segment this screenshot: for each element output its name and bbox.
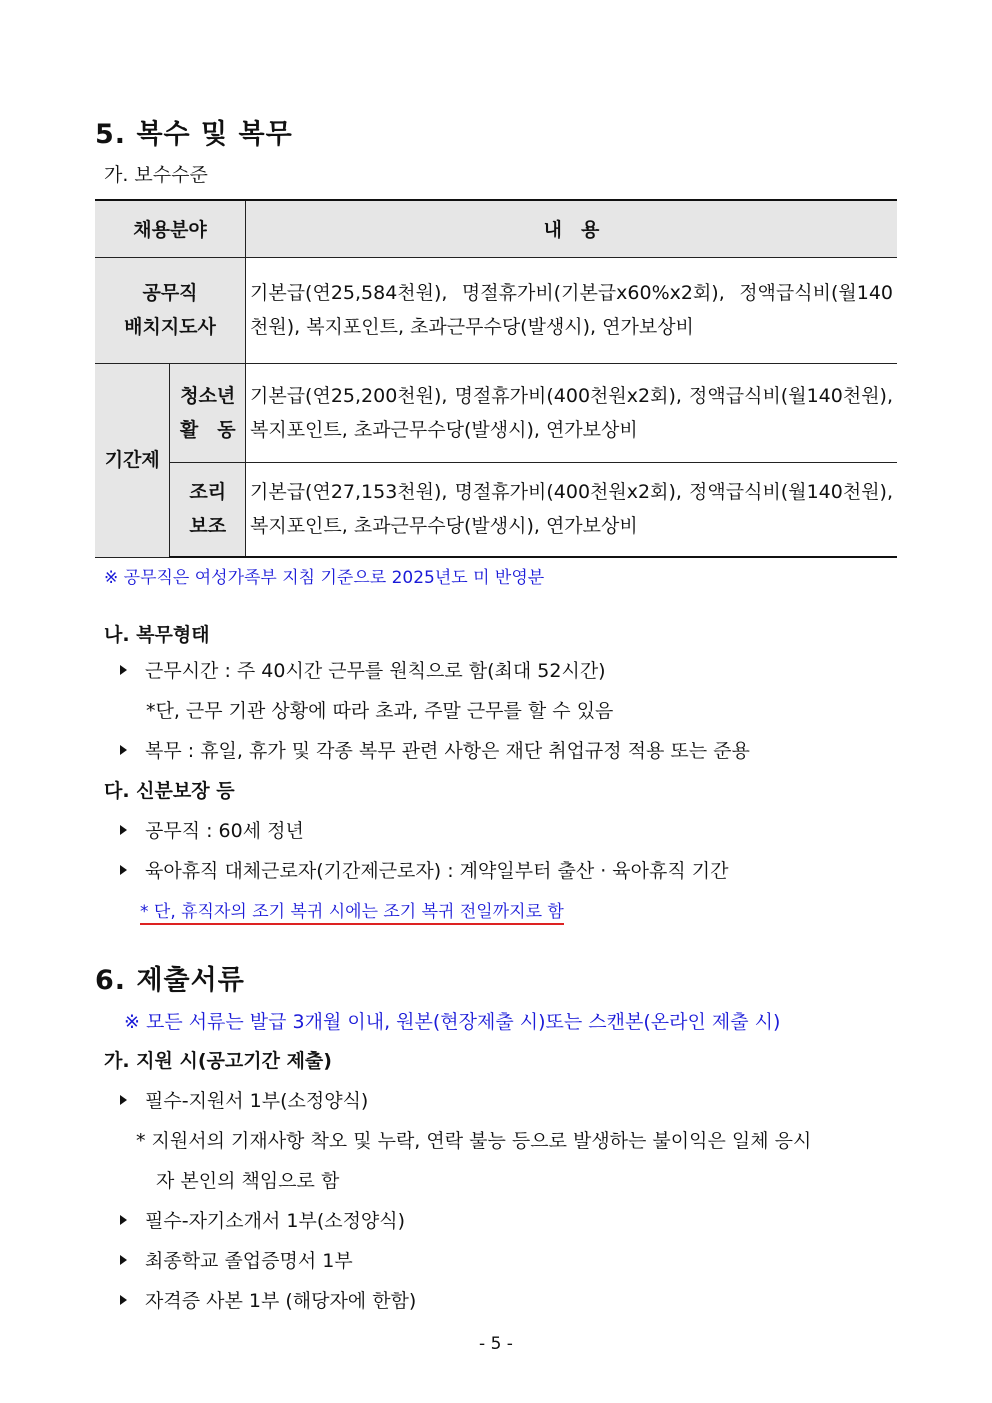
content-cell: 기본급(연25,584천원), 명절휴가비(기본급x60%x2회), 정액급식비(월140천원), 복지포인트, 초과근무수당(발생시), 연가보상비 xyxy=(246,257,898,363)
list-item xyxy=(120,816,304,843)
list-item xyxy=(120,1206,405,1233)
list-item-text: 복무 : 휴일, 휴가 및 각종 복무 관련 사항은 재단 취업규정 적용 또는 준용 xyxy=(145,740,750,762)
pay-level-heading: 가. 보수수준 xyxy=(104,164,208,186)
list-note: *단, 근무 기관 상황에 따라 초과, 주말 근무를 할 수 있음 xyxy=(146,700,614,722)
category-cell xyxy=(170,363,246,462)
content-cell: 기본급(연25,200천원), 명절휴가비(400천원x2회), 정액급식비(월140천원), 복지포인트, 초과근무수당(발생시), 연가보상비 xyxy=(246,363,898,462)
early-return-note xyxy=(140,897,564,922)
bullet-icon xyxy=(120,665,127,675)
category-line: 공무직 xyxy=(142,282,198,304)
work-type-heading: 나. 복무형태 xyxy=(104,624,210,646)
category-line: 조리 xyxy=(189,481,227,504)
bullet-icon xyxy=(120,865,127,875)
bullet-icon xyxy=(120,825,127,835)
category-line: 배치지도사 xyxy=(124,316,216,338)
documents-note: ※ 모든 서류는 발급 3개월 이내, 원본(현장제출 시)또는 스캔본(온라인 제출 시) xyxy=(124,1011,781,1033)
section6-title: 6. 제출서류 xyxy=(95,965,245,996)
header-content: 내 용 xyxy=(246,200,898,257)
category-line: 보조 xyxy=(189,515,227,538)
application-heading: 가. 지원 시(공고기간 제출) xyxy=(104,1050,332,1072)
bullet-icon xyxy=(120,1295,127,1305)
table-row xyxy=(95,363,897,462)
category-line: 활 동 xyxy=(179,418,236,441)
header-field: 채용분야 xyxy=(95,200,246,257)
bullet-icon xyxy=(120,1095,127,1105)
list-item-text: 필수-지원서 1부(소정양식) xyxy=(145,1090,369,1112)
page-number: - 5 - xyxy=(479,1334,513,1354)
section5-title: 5. 복수 및 복무 xyxy=(95,119,293,150)
list-item xyxy=(120,1246,353,1273)
bullet-icon xyxy=(120,1255,127,1265)
list-note: * 지원서의 기재사항 착오 및 누락, 연락 불능 등으로 발생하는 불이익은 일체 응시 xyxy=(136,1130,812,1152)
table-row xyxy=(95,462,897,557)
list-item-text: 필수-자기소개서 1부(소정양식) xyxy=(145,1210,406,1232)
list-item xyxy=(120,1086,368,1113)
table-header-row xyxy=(95,200,897,257)
list-item-text: 자격증 사본 1부 (해당자에 한함) xyxy=(145,1290,417,1312)
pay-table xyxy=(95,199,897,558)
early-return-note-text: * 단, 휴직자의 조기 복귀 시에는 조기 복귀 전일까지로 함 xyxy=(140,902,564,925)
table-note: ※ 공무직은 여성가족부 지침 기준으로 2025년도 미 반영분 xyxy=(104,568,545,588)
list-item xyxy=(120,856,728,883)
status-guarantee-heading: 다. 신분보장 등 xyxy=(104,780,235,802)
category-cell xyxy=(170,462,246,557)
list-item xyxy=(120,1286,416,1313)
category-line: 청소년 xyxy=(180,384,236,407)
bullet-icon xyxy=(120,745,127,755)
list-item-text: 공무직 : 60세 정년 xyxy=(145,820,304,842)
group-cell: 기간제 xyxy=(95,363,170,557)
list-item-text: 근무시간 : 주 40시간 근무를 원칙으로 함(최대 52시간) xyxy=(145,660,606,682)
list-item xyxy=(120,736,750,763)
category-cell xyxy=(95,257,246,363)
list-item xyxy=(120,656,606,683)
list-item-text: 육아휴직 대체근로자(기간제근로자) : 계약일부터 출산 · 육아휴직 기간 xyxy=(145,860,729,882)
list-item-text: 최종학교 졸업증명서 1부 xyxy=(145,1250,353,1272)
table-row xyxy=(95,257,897,363)
content-cell: 기본급(연27,153천원), 명절휴가비(400천원x2회), 정액급식비(월140천원), 복지포인트, 초과근무수당(발생시), 연가보상비 xyxy=(246,462,898,557)
list-note-continued: 자 본인의 책임으로 함 xyxy=(156,1170,340,1192)
bullet-icon xyxy=(120,1215,127,1225)
